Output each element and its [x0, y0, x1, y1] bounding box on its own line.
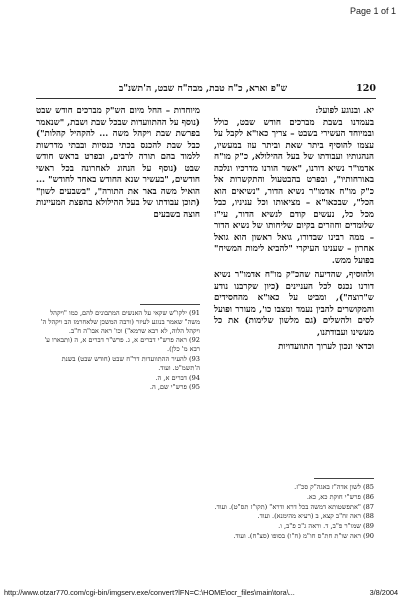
paragraph: בעמדנו בשבת מברכים חודש שבט, כולל ובמיוחד העשירי בשבט – צריך כאו"א לקבל על עצמו להוסיף ביתר שאת וביתר עוז במעשיו, הנהגותיו ועבודתו של בעל ההילולא, כ"ק מו"ח אדמו"ר נשיא דורנו, "אשר הורנו מדרכיו ונלכה באורחותיו", ובפרט בהבטעול והתקשרות אל כ"ק מו"ח אדמו"ר נשיא הדור, "נשיאים הוא הכל", שבכאו"א – מציאותו וכל עניניו, כבל מכל כל, נעשים קודם לנשיא הדור, עי"ז שלומדים וחוזרים בקיום שליחותו של נשיא הדור – ממה רבינו שבדורו, גואל ראשון הוא גואל אחרון – שענינו העיקרי "להביא לימות המשיח" בפועל ממש.: [214, 117, 374, 266]
footnote: 91) ילקו"ש שקאי על האנשים המתבונים להם, כמו "ויקהל משה" שאמר בנוגע לעיזר (ורבה המשכן שלאחרמז הב ויקהל ה' ויקהל הלוה, לא רבא שרמא") וכו' ראה אבו"ה ח"ב.: [40, 309, 200, 335]
page-header: [36, 82, 376, 99]
footnote-divider: [140, 304, 200, 305]
print-date: 3/8/2004: [369, 588, 398, 597]
paragraph: ולהוסיף, שהדיעה שהכ"ק מו"ח אדמו"ר נשיא דורנו נכנס לכל העניינים (כיון שקרבנו נודע ש"רוצה"), ומביט על כאו"א מהחסידים והמקושרים להבין נעמד ומצבו כו', מעורר ופועל לסים ולהשלים (גם מלשון שלימות) את כל מעשינו ועבודתנו,: [214, 270, 374, 338]
page-url: http://www.otzar770.com/cgi-bin/imgserv.exe/convert?lFN=C:\HOME\ocr_files\main\tora\...: [4, 588, 295, 597]
right-text-column: [214, 106, 374, 357]
right-footnotes: [214, 478, 374, 542]
footnote: 94) דברים א, ה.: [155, 373, 200, 382]
footnote-divider: [314, 478, 374, 479]
scanned-page: [36, 82, 376, 560]
section-heading: יא. ובנוגע לפועל:: [315, 106, 374, 116]
paragraph: מיוחדות – החל מיום הש"ק מברכים חודש שבט (נוסף על ההתוועדות שבכל שבת ושבת, "שנאמר בפרשת שבת ויקהל משה ... להקהיל קהלות") כבל שבת להכנס בכתי כנסיות ובבתי מדרשות ללמוד בהם תורה לרבים, ובפרט בראש חודש שבט (נוסף על הנהוג לאחרונה בכל ראשי חודשים, "בעשיר שנא החודש באחד לחודש" ... הואיל משה באר את התורה", "בשבעים לשון" (תוכן עבודתו של בעל ההילולא בהפצת המעיינות חוצה בשבעים: [36, 106, 200, 220]
page-indicator: Page 1 of 1: [349, 6, 396, 16]
footnote: 88) ראה זח"ב קצא, ב (רעיא מהימנא). ועוד.: [257, 512, 374, 521]
footnote: 86) פרש"י חוקת כא, כא.: [306, 492, 374, 501]
footnote: 90) ראה שו"ת חת"ס חו"מ (ח"ו) בסופו (סצ"ח). ועוד.: [233, 531, 374, 540]
footnote: 92) ראה פרש"י דברים א, ג. פרש"ר דברים א, ה (ותבארו ע' רבא מ' כלן).: [44, 336, 200, 354]
left-footnotes: [36, 304, 200, 393]
footnote: 93) להעיר ההתוועדות דר"ח שבט (חודש שבט) בשנת ה'תשמ"ט. ועוד.: [61, 354, 200, 372]
running-title: ש"פ וארא, כ"ח טבת, מבה"ח שבט, ה'תשנ"ב: [118, 83, 288, 94]
left-text-column: [36, 106, 200, 221]
page-number: 120: [356, 83, 376, 94]
paragraph: וכדאי ונכון לערוך התוועדויות: [278, 342, 374, 352]
footnote: 85) לשון אדה"ז באגה"ק סכ"ז.: [294, 483, 374, 491]
footnote: 87) "אתפשטותא דמשה בכל דרא ודרא" (תקו"ז תס"ט). ועוד.: [214, 502, 374, 511]
footnote: 95) פרש"י שם, ה.: [149, 383, 200, 392]
footnote: 89) שמו"ר פ"ב, ד. וראה ג"כ פ"ב, ו.: [278, 522, 374, 531]
